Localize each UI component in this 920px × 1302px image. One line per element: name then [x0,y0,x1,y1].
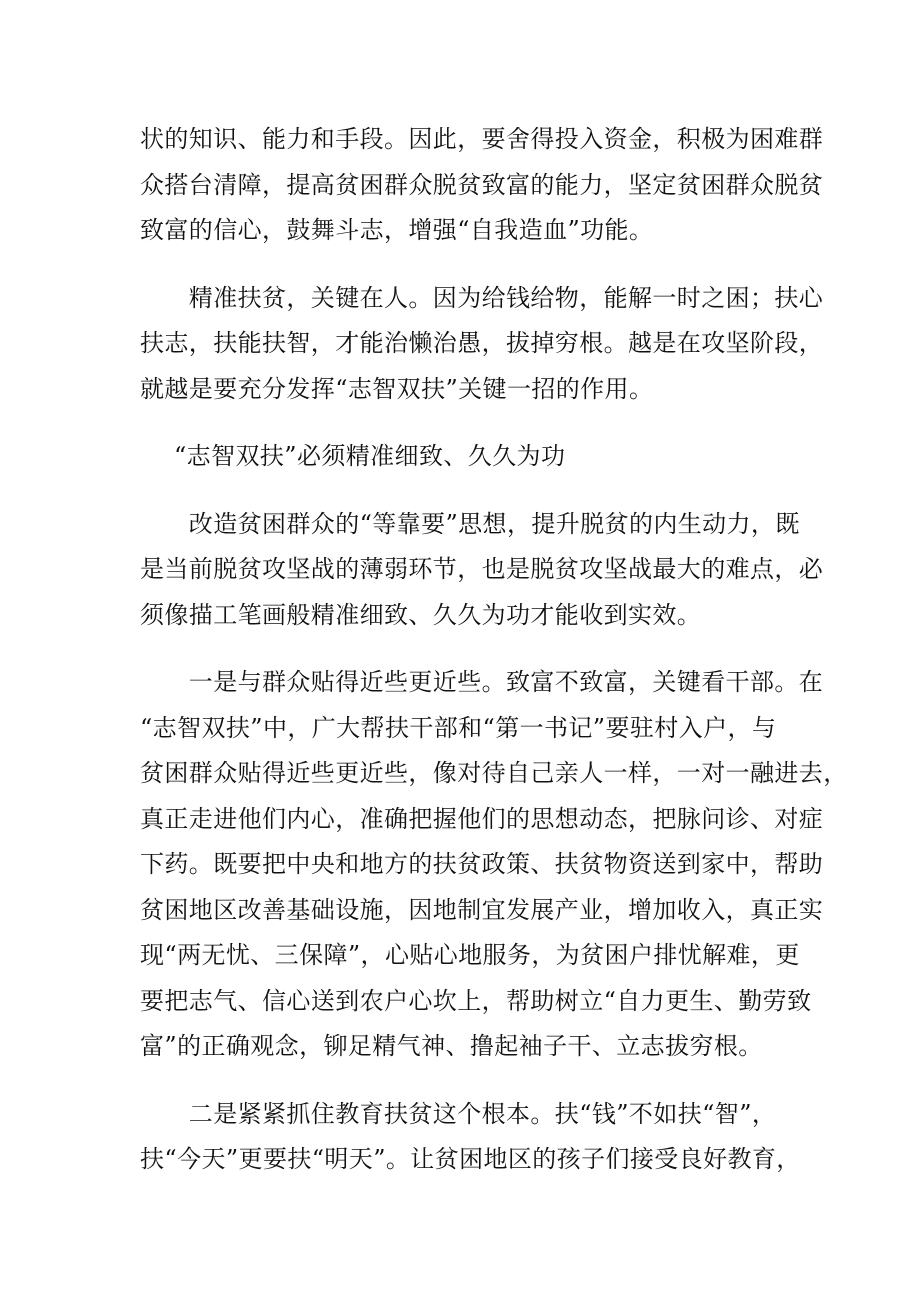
text-line: 要把志气、信心送到农户心坎上，帮助树立“自力更生、勤劳致 [140,986,812,1015]
text-line: 精准扶贫，关键在人。因为给钱给物，能解一时之困；扶心 [140,283,824,312]
text-line: 须像描工笔画般精准细致、久久为功才能收到实效。 [140,600,702,629]
text-line: 真正走进他们内心，准确把握他们的思想动态，把脉问诊、对症 [140,804,824,833]
text-line: 二是紧紧抓住教育扶贫这个根本。扶“钱”不如扶“智”， [140,1099,777,1128]
text-line: 扶志，扶能扶智，才能治懒治愚，拔掉穷根。越是在攻坚阶段， [140,329,824,357]
text-line: 下药。既要把中央和地方的扶贫政策、扶贫物资送到家中，帮助 [140,850,824,878]
text-line: 一是与群众贴得近些更近些。致富不致富，关键看干部。在 [140,668,824,696]
text-line: “志智双扶”中，广大帮扶干部和“第一书记”要驻村入户，与 [140,713,777,742]
heading-text: “志智双扶”必须精准细致、久久为功 [174,442,566,470]
paragraph-2 [140,276,824,413]
text-line: 状的知识、能力和手段。因此，要舍得投入资金，积极为困难群 [140,125,824,153]
text-line: 就越是要充分发挥“志智双扶”关键一招的作用。 [140,374,654,403]
section-heading [140,434,800,480]
text-line: 富”的正确观念，铆足精气神、撸起袖子干、立志拔穷根。 [140,1032,763,1060]
text-line: 众搭台清障，提高贫困群众脱贫致富的能力，坚定贫困群众脱贫 [140,170,824,199]
text-line: 扶“今天”更要扶“明天”。让贫困地区的孩子们接受良好教育， [140,1145,801,1173]
text-line: 贫困群众贴得近些更近些，像对待自己亲人一样，一对一融进去， [140,759,848,787]
text-line: 改造贫困群众的“等靠要”思想，提升脱贫的内生动力，既 [140,509,800,538]
text-line: 贫困地区改善基础设施，因地制宜发展产业，增加收入，真正实 [140,895,824,924]
text-line: 现“两无忧、三保障”，心贴心地服务，为贫困户排忧解难，更 [140,941,800,969]
paragraph-3 [140,502,824,639]
paragraph-4 [140,660,848,1070]
paragraph-1 [140,117,824,254]
text-line: 是当前脱贫攻坚战的薄弱环节，也是脱贫攻坚战最大的难点，必 [140,555,824,583]
document-body [140,117,848,1205]
text-line: 致富的信心，鼓舞斗志，增强“自我造血”功能。 [140,216,654,244]
paragraph-5 [140,1092,800,1183]
